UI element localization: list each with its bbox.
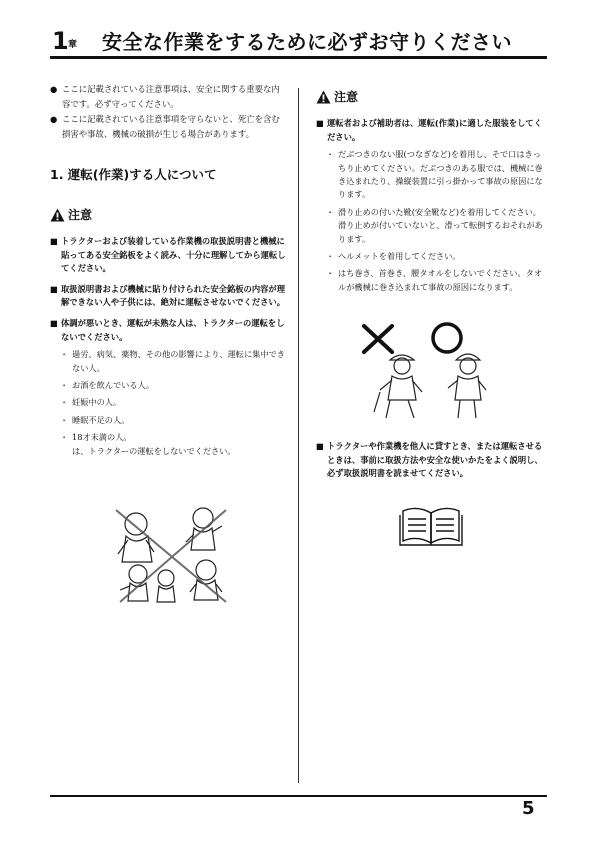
chapter-number: 1 [52, 27, 69, 55]
manual-book-icon [398, 505, 464, 547]
list-text: だぶつきのない服(つなぎなど)を着用し、そで口はきっちり止めてください。だぶつきのある服では、機械に巻き込まれたり、操縦装置に引っ掛かって事故の原因になります。 [338, 149, 543, 200]
square-marker: ■ [50, 283, 58, 294]
square-marker: ■ [316, 441, 324, 451]
left-column [50, 82, 286, 458]
closing-text: は、トラクターの運転をしないでください。 [72, 445, 236, 456]
header-rule [50, 56, 547, 59]
caution-header [50, 206, 286, 223]
list-text: 滑り止めの付いた靴(安全靴など)を着用してください。滑り止めが付いていないと、滑って転倒するおそれがあります。 [338, 206, 543, 244]
list-marker: ・ [326, 206, 335, 217]
note-text: 体調が悪いとき、運転が未熟な人は、トラクターの運転をしないでください。 [61, 317, 285, 342]
section-heading: 1. 運転(作業)する人について [50, 167, 217, 182]
condition-list [50, 348, 286, 444]
note-text: トラクターや作業機を他人に貸すとき、または運転させるときは、事前に取扱方法や安全な使いかたをよく説明し、必ず取扱説明書を読ませてください。 [327, 441, 543, 479]
note-text: 運転者および補助者は、運転(作業)に適した服装をしてください。 [327, 118, 543, 142]
intro-text: ここに記載されている注意事項は、安全に関する重要な内容です。必ず守ってください。 [62, 84, 280, 109]
chapter-suffix: 章 [68, 40, 78, 50]
bullet-dot: ● [50, 84, 58, 94]
list-marker: ・ [60, 349, 69, 360]
clothing-list [316, 148, 548, 294]
note-text: 取扱説明書および機械に貼り付けられた安全銘板の内容が理解できない人や子供には、絶対に運転させないでください。 [61, 283, 286, 308]
intro-text: ここに記載されている注意事項を守らないと、死亡を含む損害や事故、機械の破損が生じる場合があります。 [62, 114, 280, 139]
list-marker: ・ [60, 397, 69, 408]
list-item [50, 431, 286, 444]
list-item [316, 267, 548, 294]
list-item [316, 250, 548, 263]
warning-icon [316, 90, 331, 104]
warning-icon [50, 208, 65, 222]
note-item [50, 283, 286, 310]
list-text: ヘルメットを着用してください。 [338, 251, 461, 262]
intro-item [50, 82, 286, 112]
unfit-operators-illustration [108, 500, 238, 608]
list-text: はち巻き、首巻き、腰タオルをしないでください。タオルが機械に巻き込まれて事故の原因になります。 [338, 268, 543, 292]
bullet-dot: ● [50, 114, 58, 124]
note-item [316, 117, 548, 144]
list-text: 睡眠不足の人。 [72, 414, 130, 425]
note-item [50, 317, 286, 344]
caution-label: 注意 [334, 90, 359, 104]
list-text: 過労、病気、薬物、その他の影響により、運転に集中できない人。 [72, 349, 285, 373]
wrong-x-mark [364, 326, 392, 352]
intro-item [50, 112, 286, 142]
note-item [316, 440, 548, 481]
square-marker: ■ [50, 236, 58, 246]
caution-header [316, 88, 548, 105]
list-marker: ・ [326, 268, 335, 279]
list-item [50, 396, 286, 409]
caution-label: 注意 [68, 208, 93, 222]
square-marker: ■ [316, 118, 324, 128]
list-marker: ・ [60, 379, 69, 390]
list-marker: ・ [326, 149, 335, 160]
column-divider [298, 88, 299, 783]
list-marker: ・ [60, 432, 69, 443]
list-marker: ・ [60, 414, 69, 425]
right-column [316, 86, 548, 298]
page-title: 安全な作業をするために必ずお守りください [102, 30, 512, 54]
footer-rule [50, 795, 547, 797]
correct-circle-mark [433, 324, 461, 352]
right-note-2 [316, 440, 548, 488]
list-text: 妊娠中の人。 [72, 397, 122, 408]
clothing-comparison-illustration [352, 318, 502, 424]
list-item [316, 206, 548, 246]
page-number: 5 [522, 798, 535, 819]
list-item [316, 148, 548, 202]
list-marker: ・ [326, 251, 335, 262]
note-item [50, 235, 286, 276]
list-text: お酒を飲んでいる人。 [72, 379, 154, 390]
square-marker: ■ [50, 317, 58, 328]
note-text: トラクターおよび装着している作業機の取扱説明書と機械に貼ってある安全銘板をよく読み、十分に理解してから運転してください。 [61, 236, 286, 274]
list-item [50, 348, 286, 375]
list-item [50, 379, 286, 392]
list-text: 18才未満の人。 [72, 432, 132, 443]
list-item [50, 414, 286, 427]
